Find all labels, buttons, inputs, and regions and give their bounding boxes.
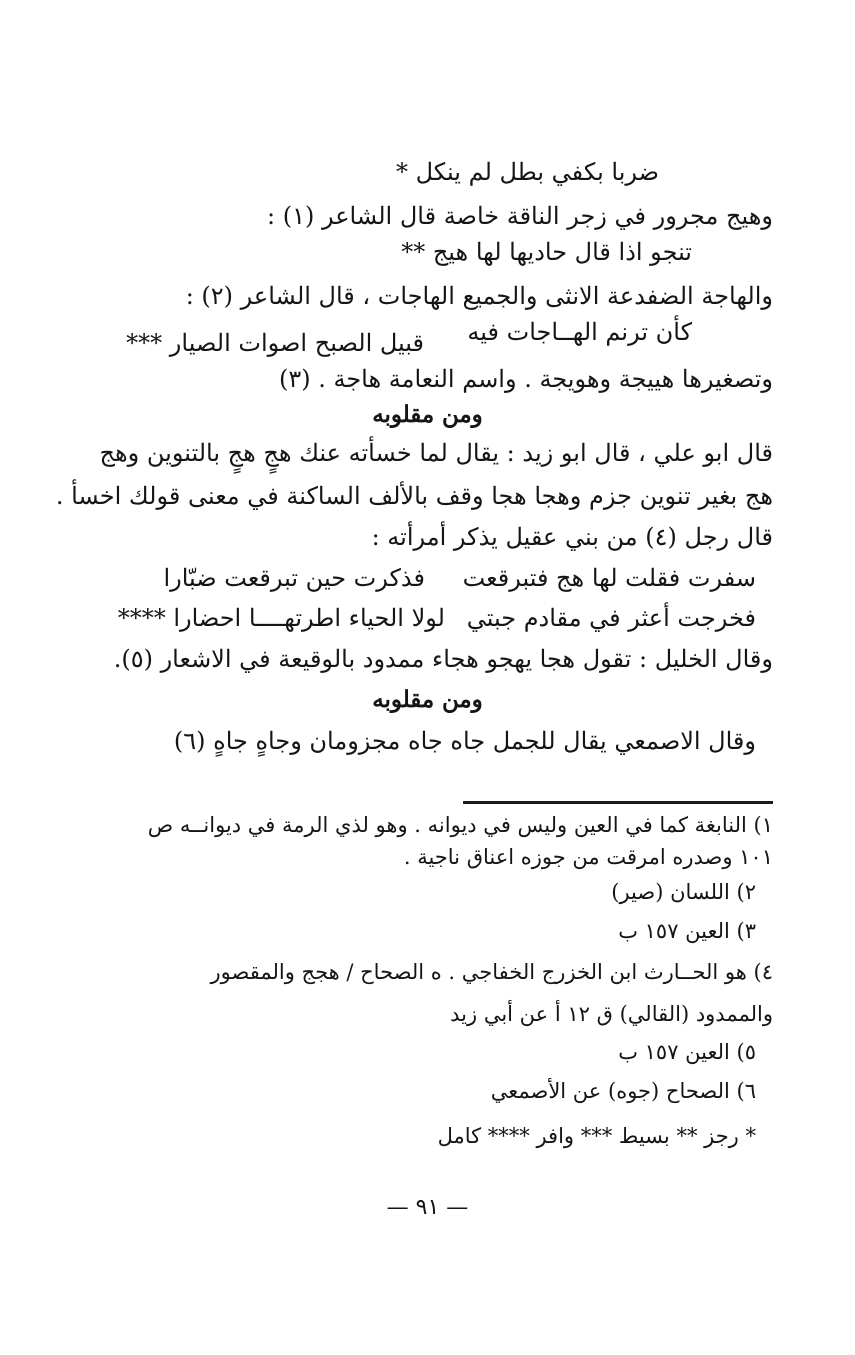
text-line: وهيج مجرور في زجر الناقة خاصة قال الشاعر (١) : [266, 202, 773, 230]
text-line: وتصغيرها هييجة وهويجة . واسم النعامة هاجة . (٣) [278, 365, 773, 393]
verse-hemistich-second: لولا الحياء اطرتهــــا احضارا **** [117, 604, 445, 632]
section-heading: ومن مقلوبه [372, 402, 483, 428]
text-line: والهاجة الضفدعة الانثى والجميع الهاجات ، قال الشاعر (٢) : [185, 282, 773, 310]
text-line: وقال الاصمعي يقال للجمل جاه جاه مجزومان وجاهٍ جاهٍ (٦) [173, 727, 756, 755]
footnote-line: ٥) العين ١٥٧ ب [618, 1040, 756, 1064]
footnote-line: ١) النابغة كما في العين وليس في ديوانه . وهو لذي الرمة في ديوانــه ص [147, 813, 773, 837]
text-line: قال ابو علي ، قال ابو زيد : يقال لما خسأته عنك هجٍ هجٍ بالتنوين وهج [99, 439, 773, 467]
text-line-verse-fragment: تنجو اذا قال حاديها لها هيج ** [401, 238, 692, 266]
footnote-line: ٤) هو الحــارث ابن الخزرج الخفاجي . ه الصحاح / هجج والمقصور [210, 960, 773, 984]
meter-legend: * رجز ** بسيط *** وافر **** كامل [437, 1124, 756, 1148]
section-heading: ومن مقلوبه [372, 687, 483, 713]
footnote-separator [463, 801, 773, 804]
page-number: — ٩١ — [386, 1195, 469, 1220]
verse-hemistich-first: فخرجت أعثر في مقادم جبتي [466, 604, 756, 632]
text-line: قال رجل (٤) من بني عقيل يذكر أمرأته : [371, 523, 773, 551]
footnote-line: ٢) اللسان (صير) [611, 880, 756, 904]
footnote-line: والممدود (القالي) ق ١٢ أ عن أبي زيد [450, 1002, 773, 1026]
verse-hemistich-second: قبيل الصبح اصوات الصيار *** [126, 329, 424, 357]
verse-hemistich-first: سفرت فقلت لها هج فتبرقعت [462, 564, 756, 592]
footnote-line: ٣) العين ١٥٧ ب [618, 919, 756, 943]
footnote-line: ٦) الصحاح (جوه) عن الأصمعي [490, 1079, 756, 1103]
text-line-verse-fragment: ضربا بكفي بطل لم ينكل * [395, 158, 659, 186]
text-line: وقال الخليل : تقول هجا يهجو هجاء ممدود بالوقيعة في الاشعار (٥). [113, 645, 773, 673]
footnote-line: ١٠١ وصدره امرقت من جوزه اعناق ناجية . [403, 845, 773, 869]
verse-hemistich-second: فذكرت حين تبرقعت ضبّارا [163, 564, 425, 592]
text-line: هج بغير تنوين جزم وهجا هجا وقف بالألف الساكنة في معنى قولك اخسأ . [55, 482, 773, 510]
verse-hemistich-first: كأن ترنم الهــاجات فيه [467, 318, 692, 346]
